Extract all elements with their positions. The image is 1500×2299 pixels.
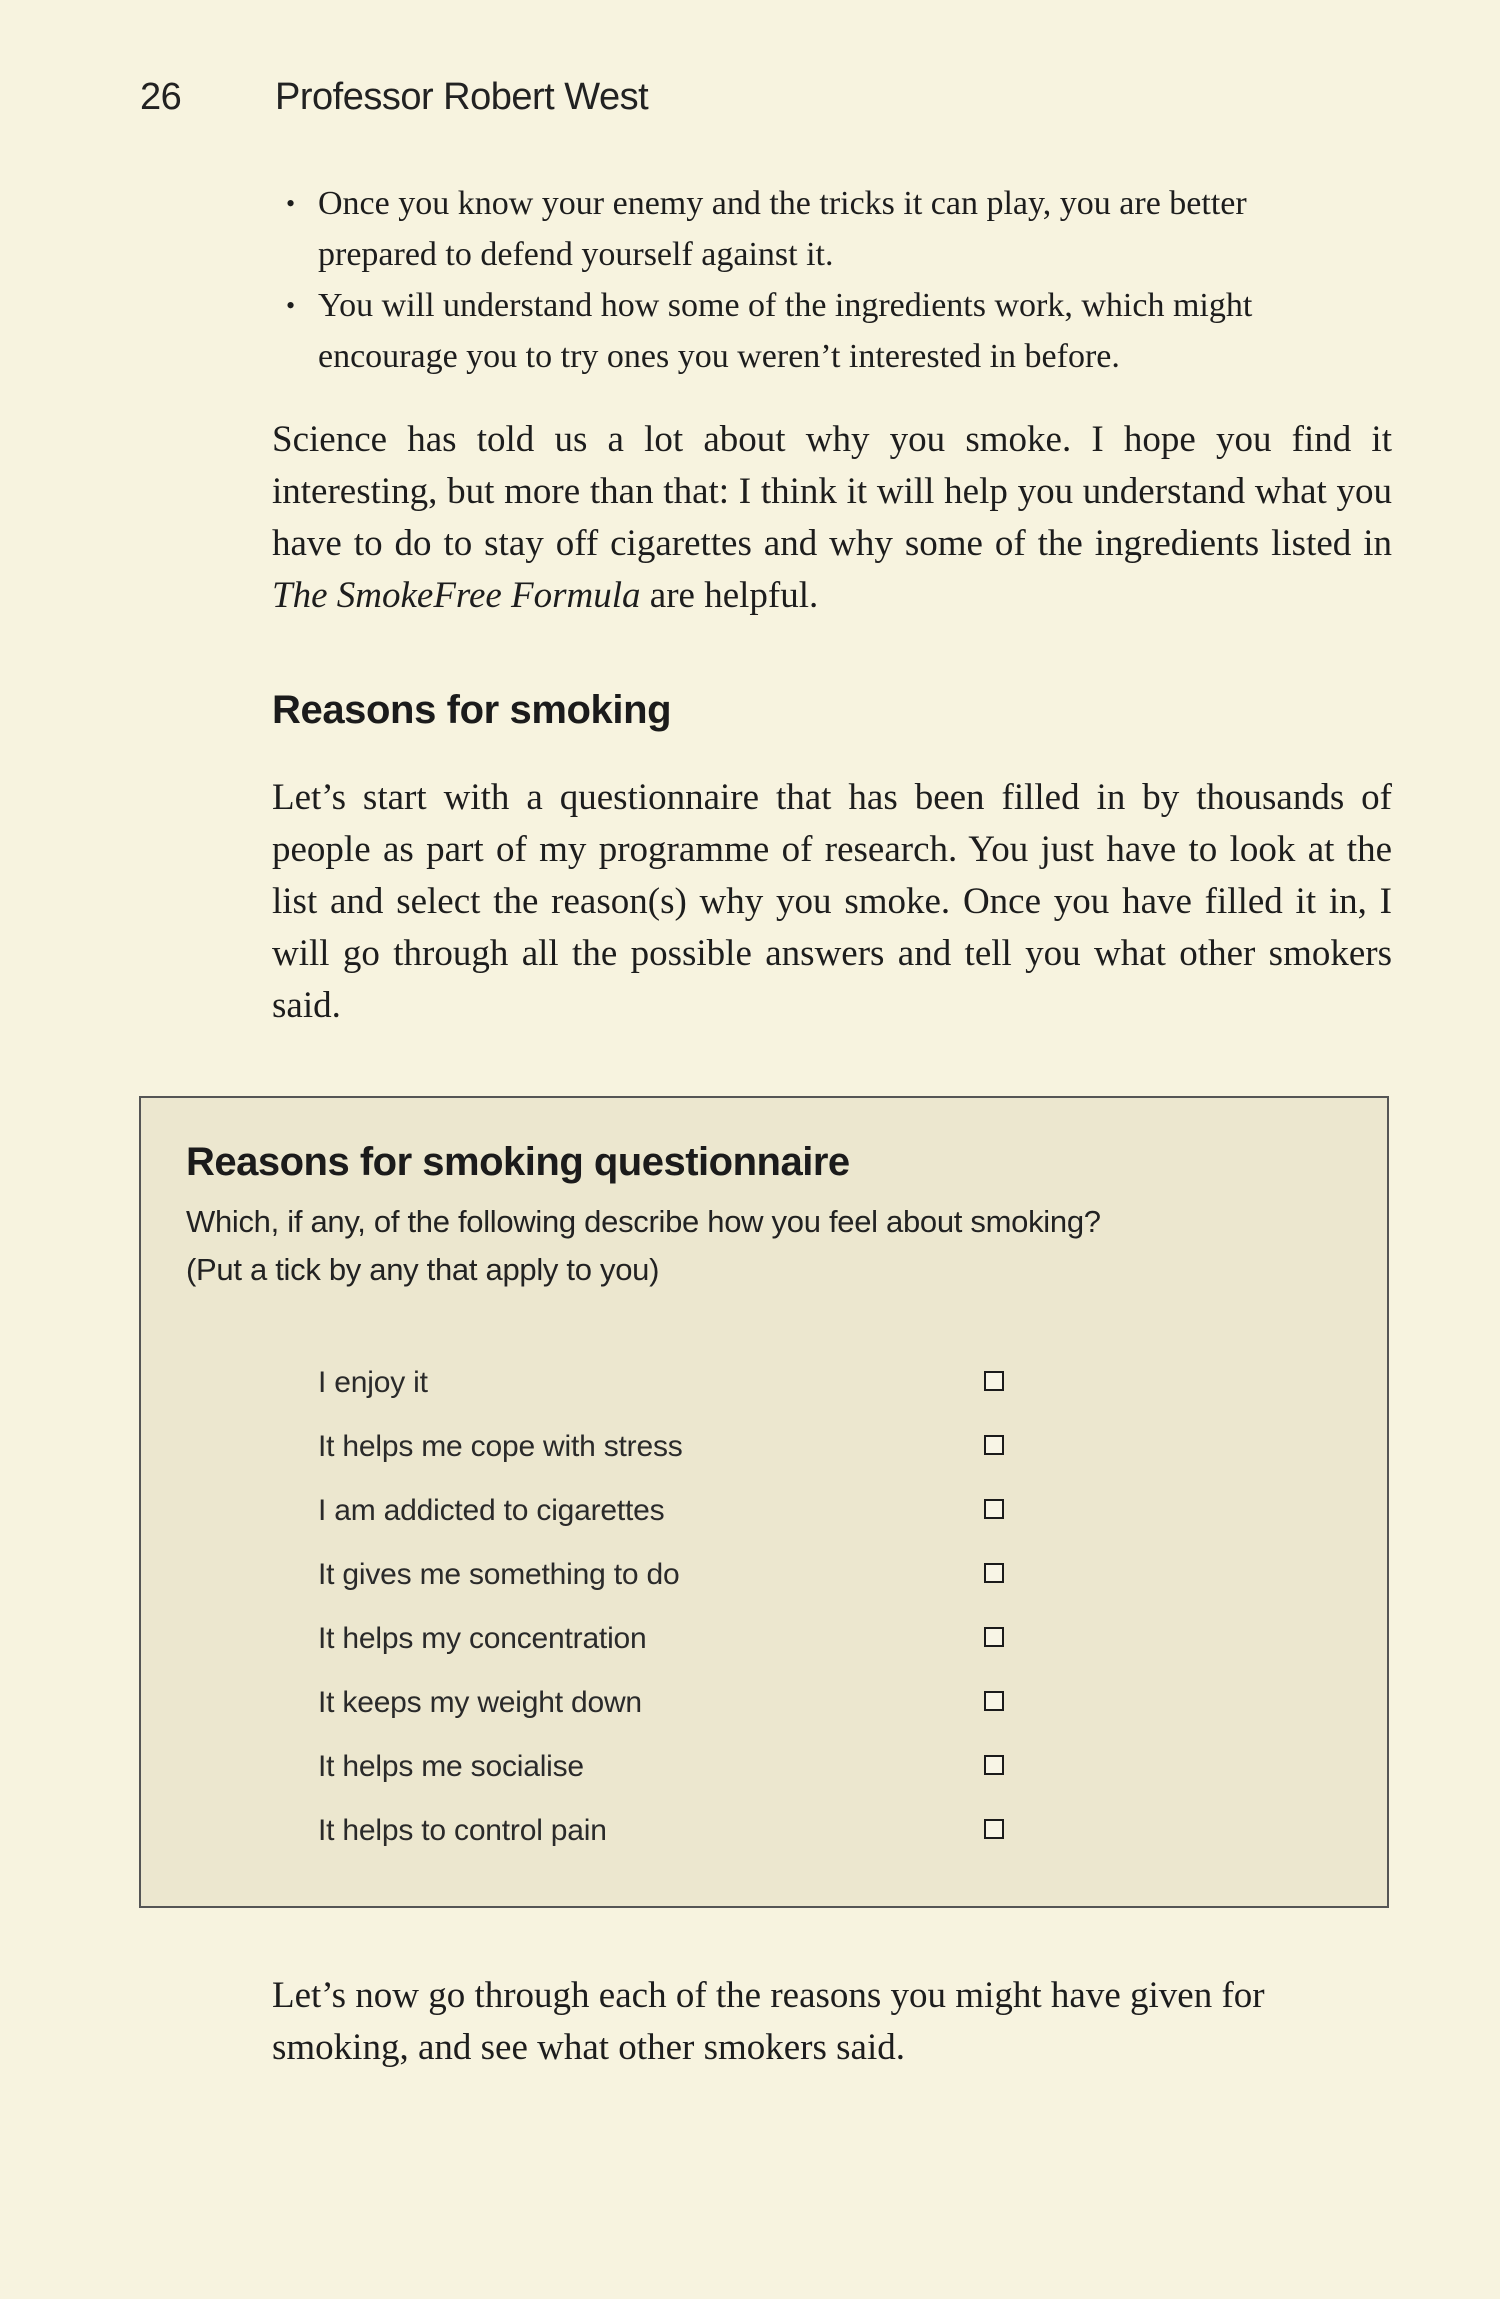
paragraph-questionnaire-intro: Let’s start with a questionnaire that has been filled in by thousands of people as part of my programme of research. You just have to look at the list and select the reason(s) why you smoke. Once you have filled it in, I will go through all the possible answers and tell you what other smokers said. xyxy=(272,777,1392,1026)
item-label: It helps me cope with stress xyxy=(318,1430,683,1463)
tick-box[interactable] xyxy=(984,1819,1004,1839)
book-title: The SmokeFree Formula xyxy=(272,575,641,616)
questionnaire-item xyxy=(318,1358,1158,1422)
bullet-list xyxy=(290,178,1350,382)
tick-box[interactable] xyxy=(984,1563,1004,1583)
tick-box[interactable] xyxy=(984,1691,1004,1711)
questionnaire-box xyxy=(139,1096,1389,1908)
running-header xyxy=(140,76,648,119)
item-label: It gives me something to do xyxy=(318,1558,680,1591)
questionnaire-item xyxy=(318,1678,1158,1742)
questionnaire-item xyxy=(318,1742,1158,1806)
item-label: I am addicted to cigarettes xyxy=(318,1494,665,1527)
section-heading: Reasons for smoking xyxy=(272,688,672,732)
paragraph-science-end: are helpful. xyxy=(640,575,819,616)
tick-box[interactable] xyxy=(984,1435,1004,1455)
tick-box[interactable] xyxy=(984,1627,1004,1647)
tick-box[interactable] xyxy=(984,1499,1004,1519)
item-label: It helps me socialise xyxy=(318,1750,584,1783)
bullet-item: • Once you know your enemy and the tricks it can play, you are better prepared to defend yourself against it. xyxy=(290,178,1350,280)
paragraph-science xyxy=(272,414,1392,622)
tick-box[interactable] xyxy=(984,1755,1004,1775)
questionnaire-item xyxy=(318,1486,1158,1550)
questionnaire-item xyxy=(318,1614,1158,1678)
bullet-item: • You will understand how some of the ingredients work, which might encourage you to try ones you weren’t interested in before. xyxy=(290,280,1350,382)
author-name: Professor Robert West xyxy=(275,76,649,118)
questionnaire-item xyxy=(318,1550,1158,1614)
item-label: It keeps my weight down xyxy=(318,1686,642,1719)
questionnaire-instructions xyxy=(186,1198,1101,1294)
questionnaire-question: Which, if any, of the following describe how you feel about smoking? xyxy=(186,1204,1101,1239)
questionnaire-item xyxy=(318,1422,1158,1486)
page-number: 26 xyxy=(140,76,182,118)
paragraph-next-steps: Let’s now go through each of the reasons you might have given for smoking, and see what other smokers said. xyxy=(272,1975,1265,2068)
item-label: It helps to control pain xyxy=(318,1814,607,1847)
questionnaire-title: Reasons for smoking questionnaire xyxy=(186,1140,850,1184)
questionnaire-item xyxy=(318,1806,1158,1870)
item-label: I enjoy it xyxy=(318,1366,428,1399)
questionnaire-list xyxy=(318,1358,1158,1870)
item-label: It helps my concentration xyxy=(318,1622,647,1655)
paragraph-science-text: Science has told us a lot about why you smoke. I hope you find it interesting, but more than that: I think it will help you understand what you have to do to stay off cigarettes and why some of the ingredients listed in xyxy=(272,419,1392,564)
questionnaire-hint: (Put a tick by any that apply to you) xyxy=(186,1252,660,1287)
tick-box[interactable] xyxy=(984,1371,1004,1391)
